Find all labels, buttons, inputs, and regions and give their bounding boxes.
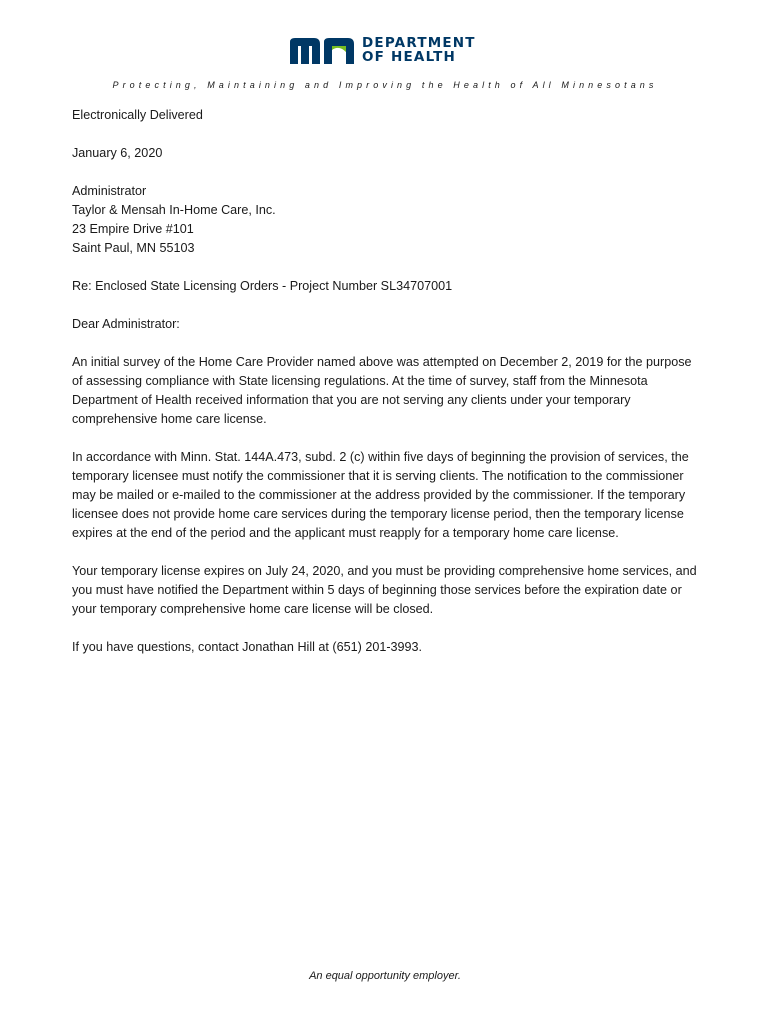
letter-body — [72, 106, 702, 676]
tagline: Protecting, Maintaining and Improving the Health of All Minnesotans — [112, 80, 658, 90]
body-paragraph: In accordance with Minn. Stat. 144A.473, subd. 2 (c) within five days of beginning the provision of services, the temporary licensee must notify the commissioner that it is serving clients. The notification to the commissioner may be mailed or e-mailed to the commissioner at the address provided by the commissioner. If the temporary licensee does not provide home care services during the temporary license period, then the temporary license expires at the end of the period and the applicant must reapply for a temporary home care license. — [72, 450, 689, 540]
mdh-logo — [290, 36, 480, 68]
logo-wordmark — [362, 36, 476, 64]
letterhead — [0, 36, 770, 76]
recipient-address — [72, 182, 702, 258]
letter-date: January 6, 2020 — [72, 146, 163, 160]
delivery-method: Electronically Delivered — [72, 108, 203, 122]
body-paragraph: If you have questions, contact Jonathan Hill at (651) 201-3993. — [72, 640, 423, 654]
re-line: Re: Enclosed State Licensing Orders - Project Number SL34707001 — [72, 279, 453, 293]
address-line: Administrator — [72, 184, 147, 198]
address-line: 23 Empire Drive #101 — [72, 222, 194, 236]
salutation: Dear Administrator: — [72, 317, 180, 331]
mn-state-logo-icon — [290, 36, 356, 66]
address-line: Taylor & Mensah In-Home Care, Inc. — [72, 203, 276, 217]
logo-line-1: DEPARTMENT — [362, 35, 476, 51]
address-line: Saint Paul, MN 55103 — [72, 241, 195, 255]
body-paragraph: An initial survey of the Home Care Provider named above was attempted on December 2, 2019 for the purpose of assessing compliance with State licensing regulations. At the time of survey, staff from the Minnesota Department of Health received information that you are not serving any clients under your temporary comprehensive home care license. — [72, 355, 692, 426]
footer-note: An equal opportunity employer. — [309, 970, 461, 982]
logo-line-2: OF HEALTH — [362, 49, 457, 65]
body-paragraph: Your temporary license expires on July 24, 2020, and you must be providing comprehensive home services, and you must have notified the Department within 5 days of beginning those services before the expiration date or your temporary comprehensive home care license will be closed. — [72, 564, 697, 616]
